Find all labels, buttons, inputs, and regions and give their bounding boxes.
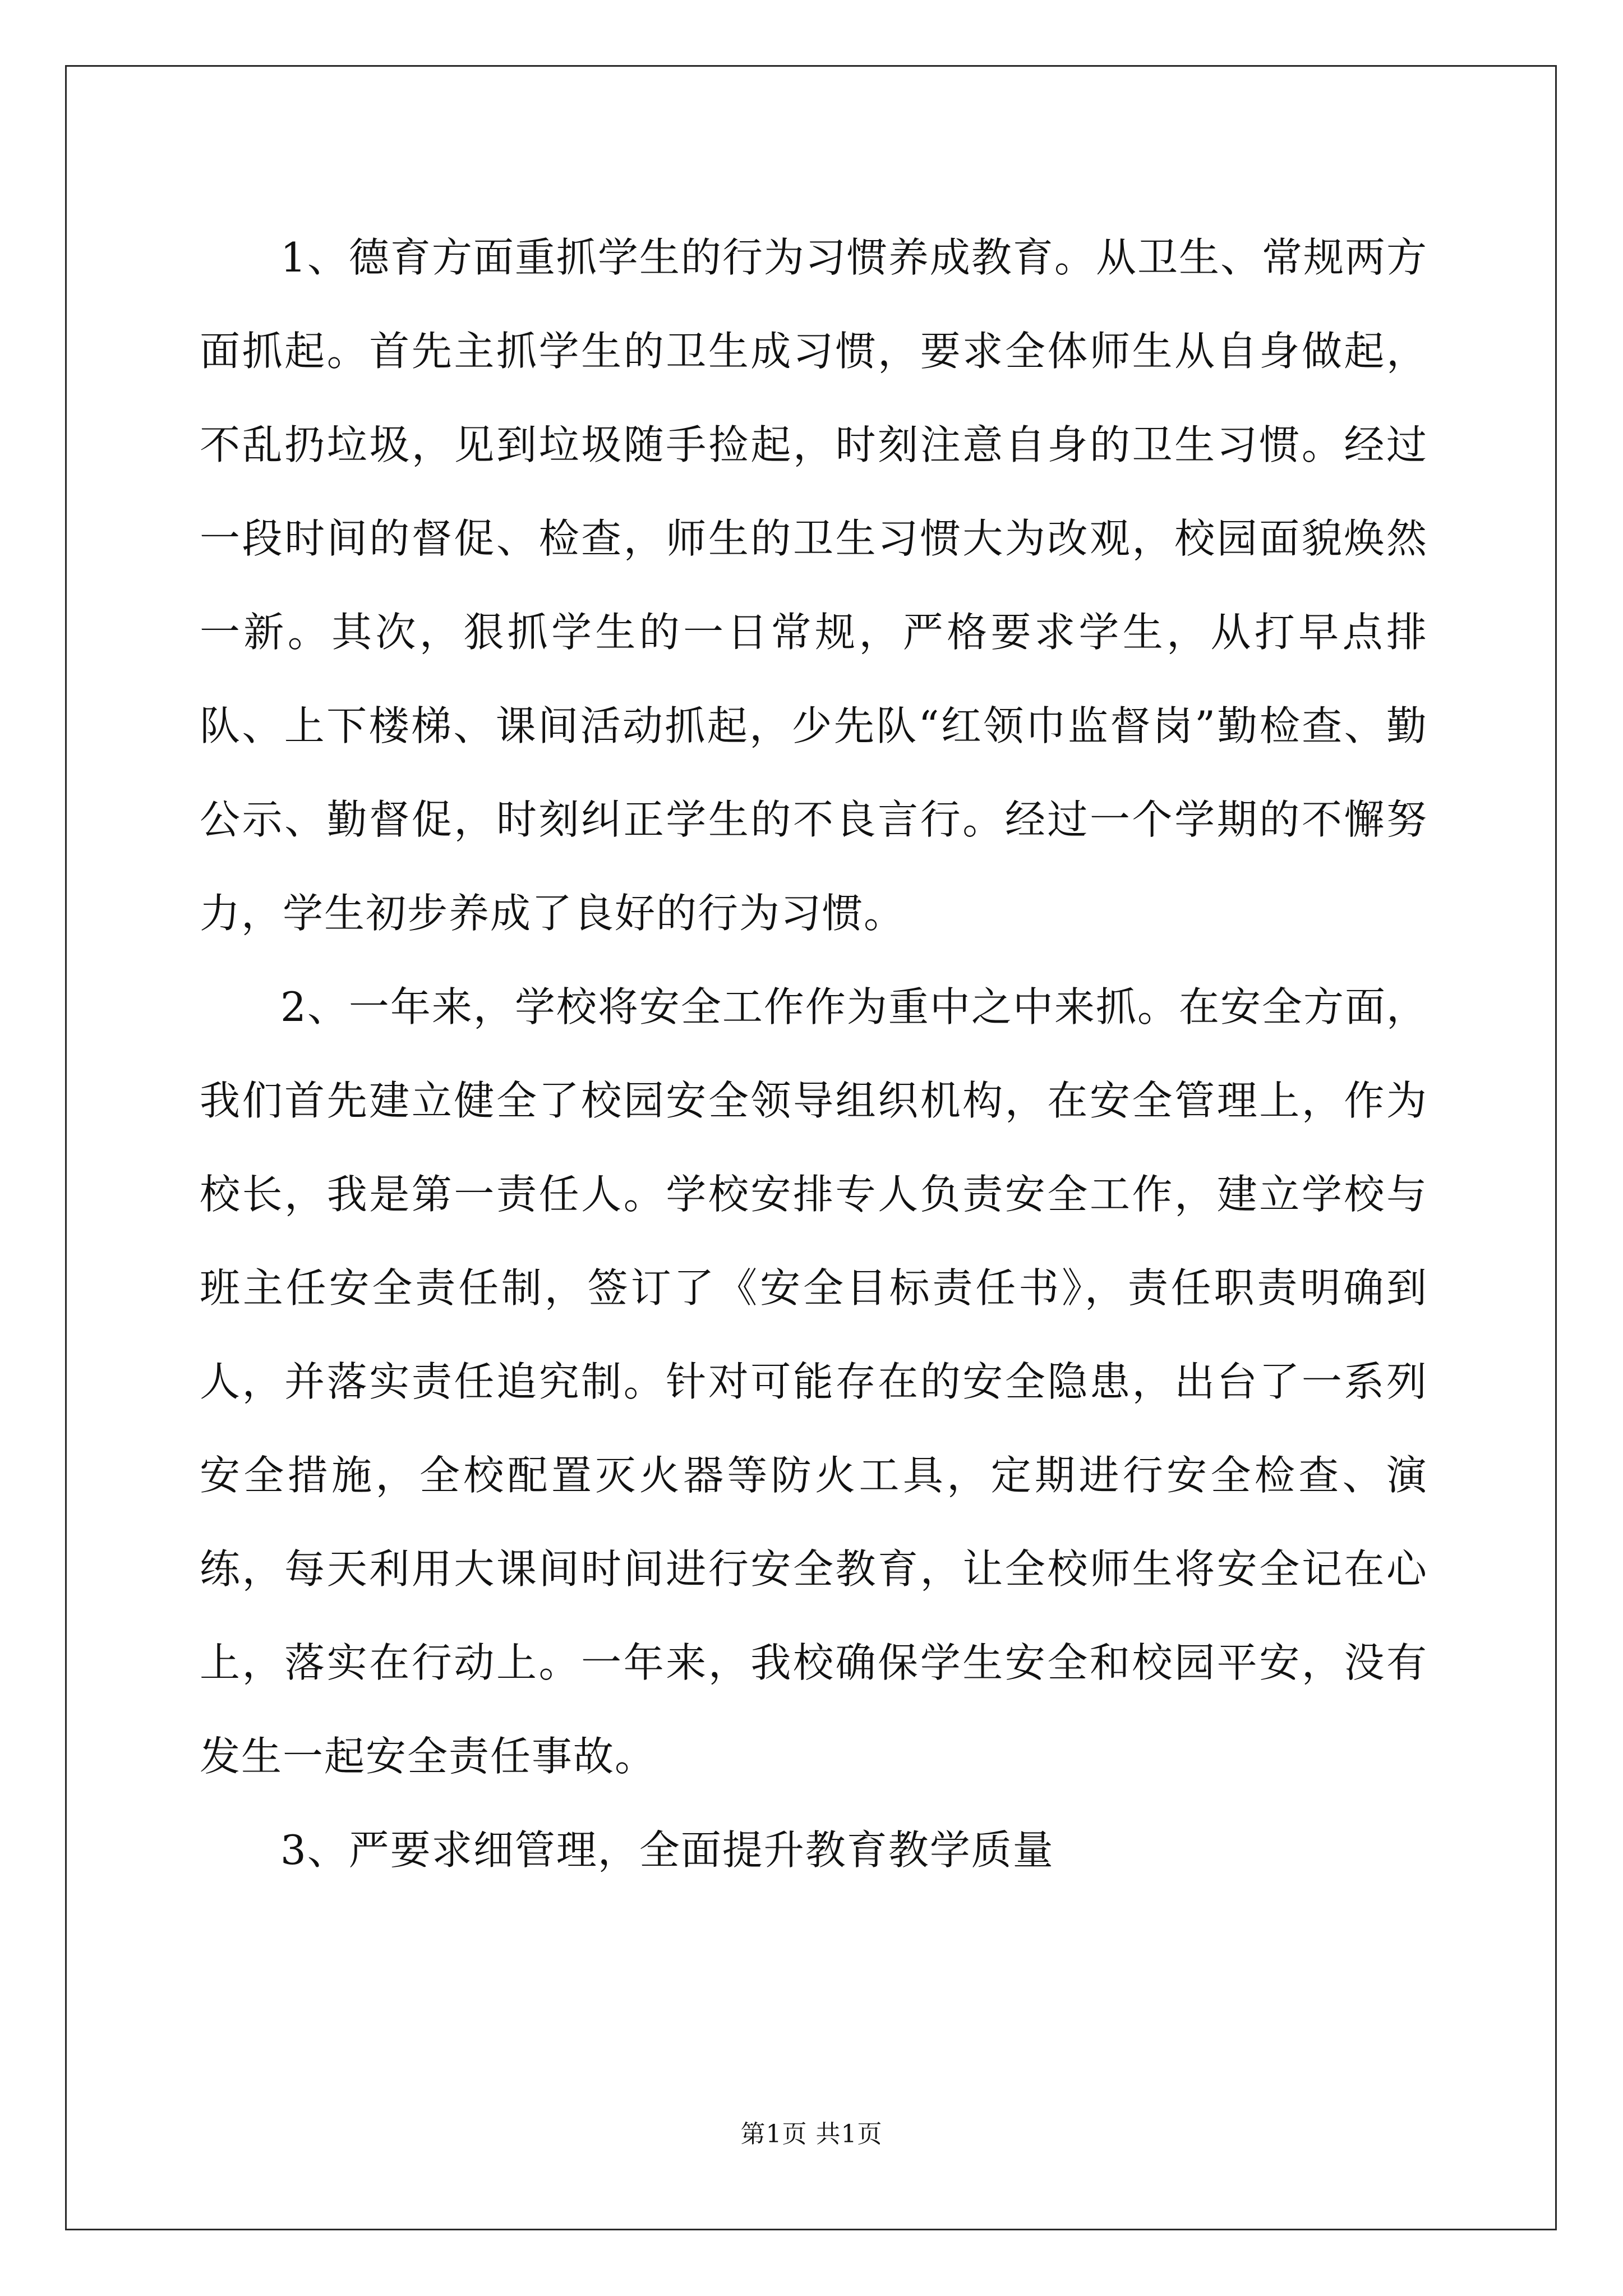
document-body [200,211,1428,1897]
paragraph-teaching-quality: 3、严要求细管理，全面提升教育教学质量 [280,1826,1054,1874]
paragraph-moral-education: 1、德育方面重抓学生的行为习惯养成教育。从卫生、常规两方面抓起。首先主抓学生的卫生成习惯，要求全体师生从自身做起，不乱扔垃圾，见到垃圾随手捡起，时刻注意自身的卫生习惯。经过一段时间的督促、检查，师生的卫生习惯大为改观，校园面貌焕然一新。其次，狠抓学生的一日常规，严格要求学生，从打早点排队、上下楼梯、课间活动抓起，少先队“红领巾监督岗”勤检查、勤公示、勤督促，时刻纠正学生的不良言行。经过一个学期的不懈努力，学生初步养成了良好的行为习惯。 [200,234,1428,937]
page-footer: 第1页 共1页 [740,2120,883,2148]
paragraph-safety-work: 2、一年来，学校将安全工作作为重中之中来抓。在安全方面，我们首先建立健全了校园安全领导组织机构，在安全管理上，作为校长，我是第一责任人。学校安排专人负责安全工作，建立学校与班主任安全责任制，签订了《安全目标责任书》，责任职责明确到人，并落实责任追究制。针对可能存在的安全隐患，出台了一系列安全措施，全校配置灭火器等防火工具，定期进行安全检查、演练，每天利用大课间时间进行安全教育，让全校师生将安全记在心上，落实在行动上。一年来，我校确保学生安全和校园平安，没有发生一起安全责任事故。 [200,983,1428,1780]
